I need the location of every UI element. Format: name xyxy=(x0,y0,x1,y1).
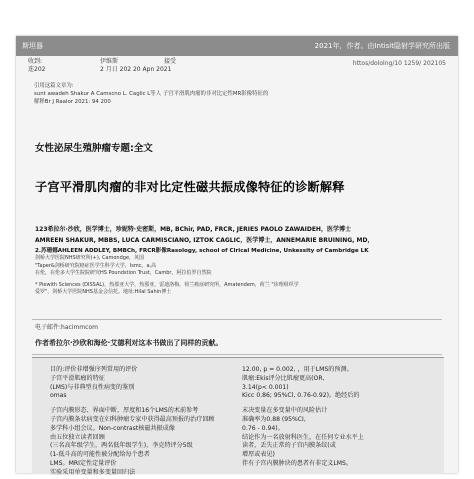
abstract-line: (三名高年级学生，两名低年级学生)，李克特评分5级 xyxy=(50,442,193,450)
abstract-box xyxy=(32,357,444,474)
affiliation-line: * Piewith Sciences (DISSAL)，热那亚大学，热那亚，雷迪洛梅，荷兰癌症研究所，Amatendem，荷兰 "诊理组织学 xyxy=(35,281,299,288)
abstract-line: 12.00, p = 0.002, ，用于LMS的预测。 xyxy=(242,366,353,373)
abstract-line: 子宫内膜形态、界面中断、厚度和16个LMS的术前参考 xyxy=(50,407,199,415)
equal-contribution-note: 作者希拉尔·沙欣和海伦·艾德利对这本书做出了同样的贡献。 xyxy=(35,339,223,347)
journal-name: 斯坦器 xyxy=(22,42,43,50)
abstract-line: 增厚或表见) xyxy=(242,451,275,459)
abstract-line: LMS。MRI定性定量评价 xyxy=(50,459,117,467)
revised-cell xyxy=(100,58,171,74)
received-cell xyxy=(28,58,45,74)
received-label: 收到: xyxy=(28,58,43,65)
accepted-cell xyxy=(164,58,176,66)
abstract-left-column xyxy=(50,366,240,478)
publisher-notice: 2021年，作者。由Intisit隐射学研究所出版 xyxy=(314,42,450,50)
affiliation-line: 剑桥大学医院NHS研究所(+), Camondge，英国 xyxy=(35,255,145,262)
affiliation-line: 在伦，在伦多大学生院院研究HS Poundstion Trust，Cambr，阿拉伯罗自然院 xyxy=(35,270,212,277)
abstract-line: (LMS)与非典型良性病变的鉴别 xyxy=(50,383,135,391)
doi-link[interactable]: httos/dololng/10 1259/ 202105 xyxy=(352,60,446,67)
abstract-line: omas xyxy=(50,392,67,400)
affiliation-line: 爱罗"，剑桥大学医院NHS基金会信托。地址:Hilal Sahin博士 xyxy=(35,289,172,296)
abstract-line: (1-低斗高的可能性被分配给每个患者 xyxy=(50,451,150,459)
revised-label: 伊维斯 xyxy=(100,58,119,65)
received-value: 连202 xyxy=(28,66,46,73)
abstract-line: 末决变量在多变量中的风险估计 xyxy=(242,407,328,415)
received-metadata xyxy=(16,56,458,76)
article-title: 子宫平滑肌肉瘤的非对比定性磁共振成像特征的诊断解释 xyxy=(35,180,345,194)
divider xyxy=(32,319,442,320)
abstract-line: 目的:评价非增强序列常用的评价 xyxy=(50,366,138,373)
abstract-line: Kicc 0.86; 95%Cl, 0.76-0.92)。绝经后的 xyxy=(242,392,360,400)
abstract-line: 子宫内膜条状病变在妇科肿瘤专家中获得最高预报的治疗回顾 xyxy=(50,415,215,423)
abstract-line: 伴有子宫内膜肿块的患者有非定义LMS。 xyxy=(242,459,353,467)
author-line: 123希拉尔·沙欣，医学博士，珍妮特·史密斯，MB, BChir, PAD, FRCR, JERIES PAOLO ZAWAIDEH，医学博士 xyxy=(35,226,351,233)
citation-line: sunt awadeh Shakur A Camscno L. Caglic L等人 子宫平滑肌肉瘤的非对比定性MR影像特征的 xyxy=(34,91,269,97)
citation-block xyxy=(34,82,424,106)
affiliation-line: 2.苏珊娜AHLEEN ADDLEY, BMBCh, FRCR影像Rasology, school of Clrical Medicine, Unkessity of Cambridge LK xyxy=(35,248,369,254)
citation-line: 解释Br J Raalor 2021: 94 200 xyxy=(34,99,111,105)
revised-value: 2 月日 202 20 Apn 2021 xyxy=(100,66,172,73)
affiliation-line: "Taper&剑桥研究院癌症医学生科学大学，Ismc。a,高 xyxy=(35,262,157,269)
affiliations xyxy=(35,248,445,296)
author-list xyxy=(35,224,445,246)
abstract-line: 0.76 - 0.94)。 xyxy=(242,424,284,432)
abstract-line: 多学科小组会议。Non-contrast核磁共振成像 xyxy=(50,424,175,432)
journal-header-bar xyxy=(16,36,458,56)
abstract-line: 3.14(p< 0.001) xyxy=(242,383,289,391)
abstract-line: 肌瘤:Ekis评分比肌瘤更高(OR, xyxy=(242,374,325,382)
abstract-line: 读者，丢失正常的子宫内膜条纹(或 xyxy=(242,442,336,450)
author-line: AMREEN SHAKUR, MBBS, LUCA CARMISCIANO, IZTOK CAGLIC，医学博士，ANNEMARIE BRUINING, MD， xyxy=(35,237,374,244)
abstract-right-column xyxy=(242,366,432,469)
abstract-line: 准确率为0.88 (95%CI, xyxy=(242,415,306,423)
abstract-line: 由五位独立读者回顾 xyxy=(50,433,105,441)
abstract-line: 结论作为一名放射科医生，在任何专业水平上 xyxy=(242,433,364,441)
citation-label: 引用这篇文章为: xyxy=(34,83,74,89)
accepted-label: 接受 xyxy=(164,58,177,65)
section-heading: 女性泌尿生殖肿瘤专题:全文 xyxy=(35,143,153,154)
divider xyxy=(32,354,442,355)
abstract-line: 实验采用单变量和多变量回归法 xyxy=(50,468,136,476)
abstract-line: 子宫平滑肌瘤的特征 xyxy=(50,374,105,382)
correspondence-email[interactable]: 电子邮件:hacimmcom xyxy=(35,324,98,331)
